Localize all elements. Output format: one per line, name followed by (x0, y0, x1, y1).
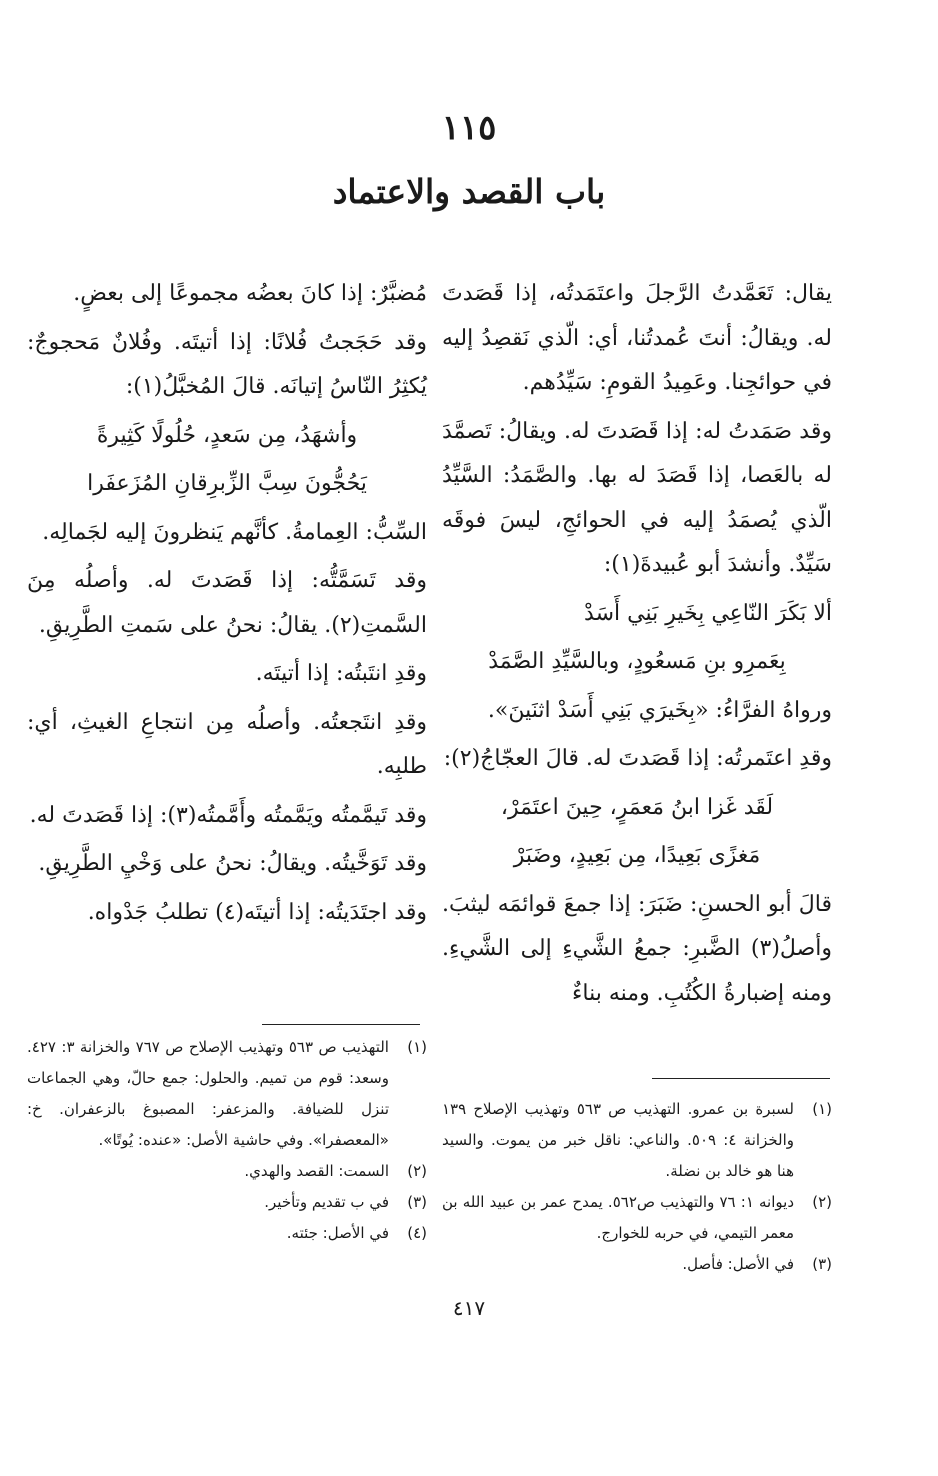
right-footnotes (442, 1094, 832, 1280)
footnote-number: (٣) (407, 1193, 427, 1211)
verse-line: لَقَد غَزا ابنُ مَعمَرٍ، حِينَ اعتَمَرْ، (500, 794, 774, 820)
paragraph: وقدِ انتَبتُه: إذا أتيتَه. (255, 661, 427, 686)
footnote (442, 1187, 832, 1249)
paragraph: وقد اجتَدَيتُه: إذا أتيتَه(٤) تطلبُ جَدْواه. (87, 899, 427, 925)
footnote-text: التهذيب ص ٥٦٣ وتهذيب الإصلاح ص ٧٦٧ والخزانة ٣: ٤٢٧. وسعد: قوم من تميم. والحلول: جمع حالّ، وهي الجماعات تنزل للضيافة. والمزعفر: المصبوغ بالزعفران. خ: «المعصفرا». وفي حاشية الأصل: «عنده: يُوتًا». (27, 1038, 389, 1149)
verse-line: يَحُجُّونَ سِبَّ الزِّبرِقانِ المُزَعفَرا (87, 471, 367, 496)
footnote (27, 1032, 427, 1156)
footnote-number: (٢) (812, 1193, 832, 1211)
verse-line: ألا بَكَرَ النّاعِي بِخَيرِ بَنِي أَسَدْ (584, 600, 832, 626)
right-text-column (442, 272, 832, 1020)
paragraph: مُضبَّرٌ: إذا كانَ بعضُه مجموعًا إلى بعضٍ. (73, 281, 427, 306)
left-footnotes (27, 1032, 427, 1249)
footnote-number: (١) (407, 1038, 427, 1056)
footnote (442, 1094, 832, 1187)
footnote-text: في الأصل: جئته. (286, 1224, 389, 1242)
verse-line: بِعَمرِو بنِ مَسعُودٍ، وبالسَّيِّدِ الصَّمَدْ (488, 649, 786, 674)
left-text-column (27, 272, 427, 939)
footnote-text: السمت: القصد والهدي. (244, 1162, 389, 1180)
page-number: ٤١٧ (452, 1296, 486, 1320)
footnote-number: (٢) (407, 1162, 427, 1180)
verse-line: وأشهَدُ، مِن سَعدٍ، حُلُولًا كَثِيرةً (96, 422, 358, 448)
paragraph: وقدِ اعتَمرتُه: إذا قَصَدتَ له. قالَ العجّاجُ(٢): (443, 746, 832, 771)
paragraph: وقدِ انتَجعتُه. وأصلُه مِن انتجاعِ الغيثِ، أي: طلبِه. (27, 709, 427, 779)
paragraph: السِّبُّ: العِمامةُ. كأنَّهم يَنظرونَ إليه لجَمالِه. (42, 519, 427, 545)
chapter-title: باب القصد والاعتماد (332, 172, 606, 211)
paragraph: وقد تَيمَّمتُه ويَمَّمتُه وأَمَّمتُه(٣): إذا قَصَدتَ له. (29, 802, 427, 828)
footnote-number: (١) (812, 1100, 832, 1118)
footnote-divider (652, 1078, 830, 1079)
paragraph: وقد تَوَخَّيتُه. ويقالُ: نحنُ على وَخْيِ الطَّرِيقِ. (38, 851, 427, 876)
paragraph: ورواهُ الفرَّاءُ: «بِخَيرَي بَنِي أَسَدْ اثنَينَ». (487, 697, 832, 723)
footnote (442, 1249, 832, 1280)
footnote-text: في الأصل: فأصل. (682, 1255, 794, 1273)
footnote-text: لسبرة بن عمرو. التهذيب ص ٥٦٣ وتهذيب الإصلاح ١٣٩ والخزانة ٤: ٥٠٩. والناعي: ناقل خبر من يموت. والسيد هنا هو خالد بن نضلة. (442, 1100, 795, 1180)
footnote-text: في ب تقديم وتأخير. (264, 1193, 389, 1211)
footnote-divider (262, 1024, 420, 1025)
footnote-number: (٤) (407, 1224, 427, 1242)
footnote (27, 1187, 427, 1218)
section-number: ١١٥ (441, 108, 497, 148)
paragraph: وقد حَجَجتُ فُلانًا: إذا أتيتَه. وفُلانٌ مَحجوجٌ: يُكثِرُ النّاسُ إتيانَه. قالَ المُخبَّلُ(١): (27, 329, 427, 399)
paragraph: وقد صَمَدتُ له: إذا قَصَدتَ له. ويقالُ: تَصمَّدَ له بالعَصا، إذا قَصَدَ له بها. والصَّمَدُ: السَّيِّدُ الّذي يُصمَدُ إليه في الحوائجِ، ليسَ فوقَه سَيِّدٌ. وأنشدَ أبو عُبيدةَ(١): (442, 418, 832, 577)
footnote-number: (٣) (812, 1255, 832, 1273)
paragraph: وقد تَسَمَّتُّه: إذا قَصَدتَ له. وأصلُه مِنَ السَّمتِ(٢). يقالُ: نحنُ على سَمتِ الطَّرِيقِ. (27, 568, 427, 638)
paragraph: يقال: تَعَمَّدتُ الرَّجلَ واعتَمَدتُه، إذا قَصَدتَ له. ويقالُ: أنتَ عُمدتُنا، أي: الّذي نَقصِدُ إليه في حوائجِنا. وعَمِيدُ القومِ: سَيِّدُهم. (442, 281, 832, 395)
paragraph: قالَ أبو الحسنِ: ضَبَرَ: إذا جمعَ قوائمَه ليثبَ. وأصلُ(٣) الضَّبرِ: جمعُ الشَّيءِ إلى الشَّيءِ. ومنه إضبارةُ الكُتُبِ. ومنه بناءٌ (442, 891, 832, 1006)
footnote (27, 1156, 427, 1187)
verse-line: مَغزًى بَعِيدًا، مِن بَعِيدٍ، وضَبَرْ (513, 843, 761, 868)
footnote-text: ديوانه ١: ٧٦ والتهذيب ص٥٦٢. يمدح عمر بن عبيد الله بن معمر التيمي، في حربه للخوارج. (442, 1193, 794, 1242)
footnote (27, 1218, 427, 1249)
